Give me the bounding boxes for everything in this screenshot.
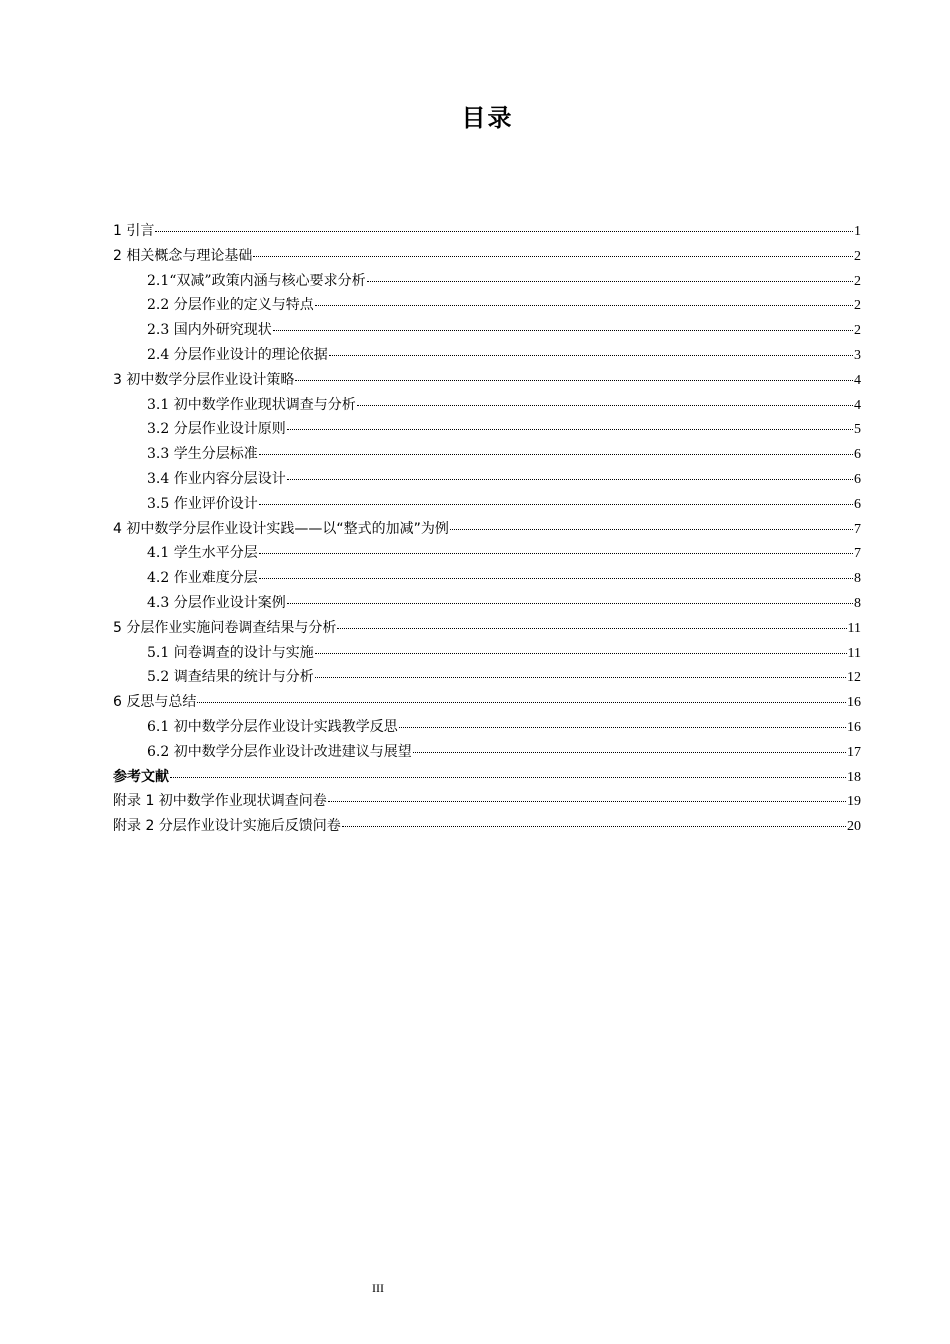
- toc-entry-page: 4: [854, 397, 861, 413]
- toc-entry-page: 18: [847, 769, 861, 785]
- toc-entry-text: 4.3 分层作业设计案例: [147, 594, 286, 611]
- toc-entry[interactable]: [113, 641, 861, 666]
- toc-entry-text: 附录 2 分层作业设计实施后反馈问卷: [113, 818, 341, 835]
- dot-leader: [295, 366, 853, 381]
- toc-entry[interactable]: [113, 566, 861, 591]
- toc-entry-page: 20: [847, 819, 861, 835]
- dot-leader: [450, 515, 853, 530]
- toc-entry-text: 6.2 初中数学分层作业设计改进建议与展望: [147, 743, 412, 760]
- toc-entry[interactable]: [113, 765, 861, 790]
- dot-leader: [259, 564, 853, 579]
- toc-entry-text: 5 分层作业实施问卷调查结果与分析: [113, 619, 337, 636]
- toc-entry[interactable]: [113, 293, 861, 318]
- toc-entry[interactable]: [113, 318, 861, 343]
- toc-entry[interactable]: [113, 219, 861, 244]
- toc-entry[interactable]: [113, 343, 861, 368]
- toc-entry-page: 7: [854, 521, 861, 537]
- dot-leader: [259, 440, 853, 455]
- toc-entry[interactable]: [113, 492, 861, 517]
- dot-leader: [329, 341, 853, 356]
- dot-leader: [273, 316, 853, 331]
- dot-leader: [197, 688, 846, 703]
- toc-entry-page: 2: [854, 273, 861, 289]
- dot-leader: [337, 614, 846, 629]
- dot-leader: [155, 217, 853, 232]
- toc-entry-page: 17: [847, 744, 861, 760]
- toc-entry[interactable]: [113, 665, 861, 690]
- toc-entry-page: 1: [854, 224, 861, 239]
- toc-entry-text: 5.2 调查结果的统计与分析: [147, 669, 314, 686]
- dot-leader: [357, 391, 853, 406]
- dot-leader: [287, 415, 853, 430]
- toc-entry-text: 2.4 分层作业设计的理论依据: [147, 346, 328, 363]
- toc-entry-text: 3.1 初中数学作业现状调查与分析: [147, 396, 356, 413]
- toc-entry[interactable]: [113, 442, 861, 467]
- toc-entry-page: 16: [847, 695, 861, 711]
- toc-entry-text: 5.1 问卷调查的设计与实施: [147, 644, 314, 661]
- toc-entry[interactable]: [113, 591, 861, 616]
- page-title: 目录: [461, 104, 514, 132]
- toc-entry-text: 3.3 学生分层标准: [147, 446, 258, 463]
- toc-entry-page: 7: [854, 546, 861, 562]
- toc-entry-page: 5: [854, 422, 861, 438]
- toc-entry[interactable]: [113, 541, 861, 566]
- dot-leader: [253, 242, 853, 257]
- toc-entry-text: 3 初中数学分层作业设计策略: [113, 371, 295, 388]
- toc-entry-page: 11: [847, 620, 861, 636]
- toc-entry-page: 2: [854, 323, 861, 339]
- toc-entry-page: 12: [847, 670, 861, 686]
- toc-entry-page: 16: [847, 719, 861, 735]
- dot-leader: [259, 539, 853, 554]
- toc-entry-page: 3: [854, 347, 861, 363]
- table-of-contents: [113, 219, 861, 839]
- toc-entry[interactable]: [113, 740, 861, 765]
- toc-entry-page: 8: [854, 571, 861, 587]
- toc-entry-text: 2.3 国内外研究现状: [147, 322, 272, 339]
- dot-leader: [399, 713, 846, 728]
- toc-entry-text: 3.5 作业评价设计: [147, 495, 258, 512]
- toc-entry-page: 8: [854, 595, 861, 611]
- dot-leader: [170, 763, 846, 778]
- dot-leader: [287, 589, 853, 604]
- toc-entry[interactable]: [113, 417, 861, 442]
- toc-entry-text: 6.1 初中数学分层作业设计实践教学反思: [147, 718, 398, 735]
- toc-entry[interactable]: [113, 517, 861, 542]
- toc-entry[interactable]: [113, 368, 861, 393]
- toc-entry-text: 2.2 分层作业的定义与特点: [147, 297, 314, 314]
- dot-leader: [287, 465, 853, 480]
- toc-entry-page: 2: [854, 298, 861, 314]
- dot-leader: [315, 291, 853, 306]
- dot-leader: [259, 490, 853, 505]
- toc-entry[interactable]: [113, 269, 861, 294]
- toc-entry-page: 6: [854, 447, 861, 463]
- toc-entry[interactable]: [113, 814, 861, 839]
- toc-entry-text: 4.2 作业难度分层: [147, 570, 258, 587]
- toc-entry-page: 2: [854, 248, 861, 264]
- toc-entry-text: 2.1“双减”政策内涵与核心要求分析: [147, 272, 366, 289]
- toc-entry-page: 4: [854, 372, 861, 388]
- toc-entry-text: 6 反思与总结: [113, 694, 197, 711]
- toc-entry-page: 6: [854, 496, 861, 512]
- toc-entry[interactable]: [113, 690, 861, 715]
- toc-entry-text: 附录 1 初中数学作业现状调查问卷: [113, 793, 327, 810]
- toc-entry-text: 3.4 作业内容分层设计: [147, 470, 286, 487]
- toc-entry[interactable]: [113, 616, 861, 641]
- toc-entry[interactable]: [113, 244, 861, 269]
- page-number: III: [372, 1281, 384, 1295]
- toc-entry-text: 3.2 分层作业设计原则: [147, 421, 286, 438]
- dot-leader: [413, 738, 846, 753]
- toc-entry-text: 参考文献: [113, 768, 169, 785]
- dot-leader: [315, 639, 847, 654]
- toc-entry[interactable]: [113, 715, 861, 740]
- toc-entry-text: 2 相关概念与理论基础: [113, 247, 253, 264]
- toc-entry[interactable]: [113, 393, 861, 418]
- toc-entry-text: 1 引言: [113, 223, 155, 239]
- toc-entry-text: 4.1 学生水平分层: [147, 545, 258, 562]
- dot-leader: [342, 812, 846, 827]
- toc-entry-page: 11: [847, 645, 861, 661]
- dot-leader: [315, 663, 846, 678]
- toc-entry-text: 4 初中数学分层作业设计实践——以“整式的加减”为例: [113, 520, 449, 537]
- dot-leader: [367, 267, 853, 282]
- toc-entry-page: 19: [847, 794, 861, 810]
- toc-entry[interactable]: [113, 789, 861, 814]
- toc-entry[interactable]: [113, 467, 861, 492]
- toc-entry-page: 6: [854, 471, 861, 487]
- dot-leader: [328, 787, 846, 802]
